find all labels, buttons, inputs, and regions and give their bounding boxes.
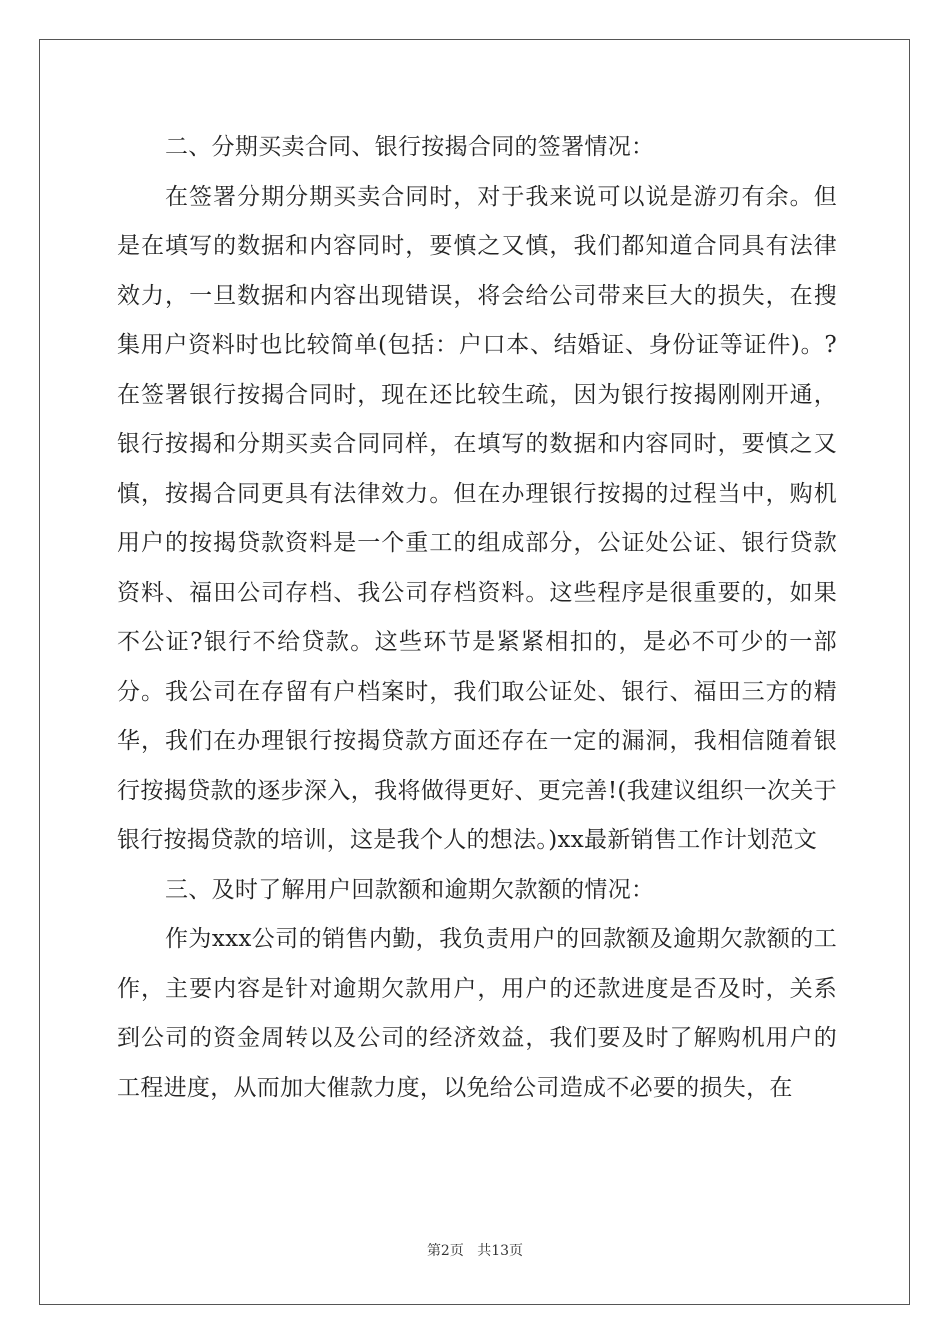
- body-paragraph-payments: 作为xxx公司的销售内勤，我负责用户的回款额及逾期欠款额的工作，主要内容是针对逾期欠款用户，用户的还款进度是否及时，关系到公司的资金周转以及公司的经济效益，我们要及时了解购机用户的工程进度，从而加大催款力度，以免给公司造成不必要的损失，在: [117, 926, 837, 1101]
- page-total: 共13页: [477, 1243, 524, 1259]
- page-number: 第2页: [426, 1243, 464, 1259]
- section-heading-contracts: 二、分期买卖合同、银行按揭合同的签署情况：: [165, 134, 655, 160]
- section-heading-payments: 三、及时了解用户回款额和逾期欠款额的情况：: [165, 876, 655, 903]
- document-body: [117, 123, 837, 1113]
- page-footer: [0, 1240, 950, 1260]
- body-paragraph-contracts: 在签署分期分期买卖合同时，对于我来说可以说是游刃有余。但是在填写的数据和内容同时，要慎之又慎，我们都知道合同具有法律效力，一旦数据和内容出现错误，将会给公司带来巨大的损失，在搜集用户资料时也比较简单(包括：户口本、结婚证、身份证等证件)。?在签署银行按揭合同时，现在还比较生疏，因为银行按揭刚刚开通，银行按揭和分期买卖合同同样，在填写的数据和内容同时，要慎之又慎，按揭合同更具有法律效力。但在办理银行按揭的过程当中，购机用户的按揭贷款资料是一个重工的组成部分，公证处公证、银行贷款资料、福田公司存档、我公司存档资料。这些程序是很重要的，如果不公证?银行不给贷款。这些环节是紧紧相扣的，是必不可少的一部分。我公司在存留有户档案时，我们取公证处、银行、福田三方的精华，我们在办理银行按揭贷款方面还存在一定的漏洞，我相信随着银行按揭贷款的逐步深入，我将做得更好、更完善!(我建议组织一次关于银行按揭贷款的培训，这是我个人的想法。)xx最新销售工作计划范文: [117, 183, 837, 853]
